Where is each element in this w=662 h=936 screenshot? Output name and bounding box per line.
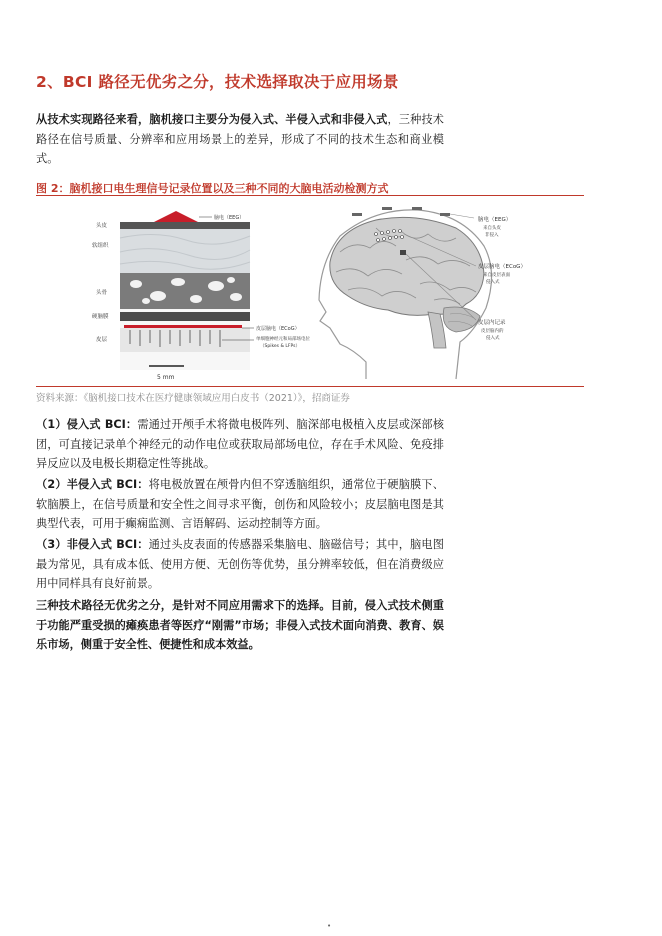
figure-illustration [36, 200, 584, 382]
label-intracortical-sub1: 皮层脑内的 [481, 329, 504, 334]
eeg-electrode [154, 211, 198, 222]
item-non-invasive-text: 通过头皮表面的传感器采集脑电、脑磁信号；其中，脑电图最为常见，具有成本低、使用方便、无创伤等优势，虽分辨率较低，但在消费级应用中同样具有良好前景。 [36, 538, 444, 590]
label-eeg-sub2: 非侵入 [485, 233, 499, 238]
label-eeg: 脑电（EEG） [214, 215, 245, 221]
label-ecog-right: 皮层脑电（ECoG） [478, 264, 526, 270]
intro-rest-text: ，三种技术路径在信号质量、分辨率和应用场景上的差异，形成了不同的技术生态和商业模式。 [36, 113, 444, 165]
item-semi-invasive-label: （2）半侵入式 BCI： [36, 478, 149, 491]
conclusion-paragraph: 三种技术路径无优劣之分，是针对不同应用需求下的选择。目前，侵入式技术侧重于功能严重受损的瘫痪患者等医疗“刚需”市场；非侵入式技术面向消费、教育、娱乐市场，侧重于安全性、便捷性和成本效益。 [36, 599, 444, 651]
figure-source: 资料来源：《脑机接口技术在医疗健康领域应用白皮书（2021）》，招商证券 [36, 393, 350, 404]
scalp-electrode [382, 207, 392, 210]
label-scale-bar: 5 mm [157, 374, 175, 381]
figure-bottom-rule [36, 386, 584, 387]
item-invasive [36, 415, 444, 474]
intracortical-array [400, 250, 406, 255]
item-semi-invasive-text: 将电极放置在颅骨内但不穿透脑组织，通常位于硬脑膜下、软脑膜上，在信号质量和安全性之间寻求平衡，创伤和风险较小；皮层脑电图是其典型代表，可用于癫痫监测、言语解码、运动控制等方面。 [36, 478, 444, 530]
item-non-invasive-label: （3）非侵入式 BCI： [36, 538, 149, 551]
label-ecog-sub2: 侵入式 [486, 280, 500, 285]
label-soft-tissue: 软组织 [92, 243, 109, 249]
label-scalp: 头皮 [96, 223, 108, 229]
label-intracortical-sub2: 侵入式 [486, 336, 500, 341]
scalp-electrode [440, 213, 450, 216]
figure-title: 图 2：脑机接口电生理信号记录位置以及三种不同的大脑电活动检测方式 [36, 182, 389, 195]
label-eeg-sub1: 来自头皮 [483, 226, 501, 231]
cross-section-diagram [120, 211, 250, 370]
item-invasive-text: 需通过开颅手术将微电极阵列、脑深部电极植入皮层或深部核团，可直接记录单个神经元的动作电位或获取局部场电位，存在手术风险、免疫排异反应以及电极长期稳定性等挑战。 [36, 418, 444, 470]
section-title: 2、BCI 路径无优劣之分，技术选择取决于应用场景 [36, 73, 399, 91]
item-invasive-label: （1）侵入式 BCI： [36, 418, 138, 431]
label-dura: 硬脑膜 [92, 314, 109, 320]
scalp-electrode [352, 213, 362, 216]
intro-bold-text: 从技术实现路径来看，脑机接口主要分为侵入式、半侵入式和非侵入式 [36, 113, 388, 126]
label-intracortical: 皮层内记录 [478, 320, 506, 326]
item-semi-invasive [36, 475, 444, 534]
scalp-electrode [412, 207, 422, 210]
ecog-electrode [124, 325, 242, 328]
label-ecog: 皮层脑电（ECoG） [256, 326, 300, 332]
intro-paragraph [36, 110, 444, 169]
label-skull: 头骨 [96, 290, 108, 296]
label-spikes-2: （Spikes & LFPs） [260, 344, 300, 349]
item-non-invasive [36, 535, 444, 594]
label-spikes-1: 单细胞神经元和局部场电位 [256, 337, 310, 342]
figure-top-rule [36, 195, 584, 196]
label-eeg-right: 脑电（EEG） [478, 217, 512, 223]
label-cortex: 皮层 [96, 337, 108, 343]
label-ecog-sub1: 来自皮层表面 [483, 273, 510, 278]
page-marker: • [327, 922, 332, 930]
head-illustration [319, 207, 492, 379]
